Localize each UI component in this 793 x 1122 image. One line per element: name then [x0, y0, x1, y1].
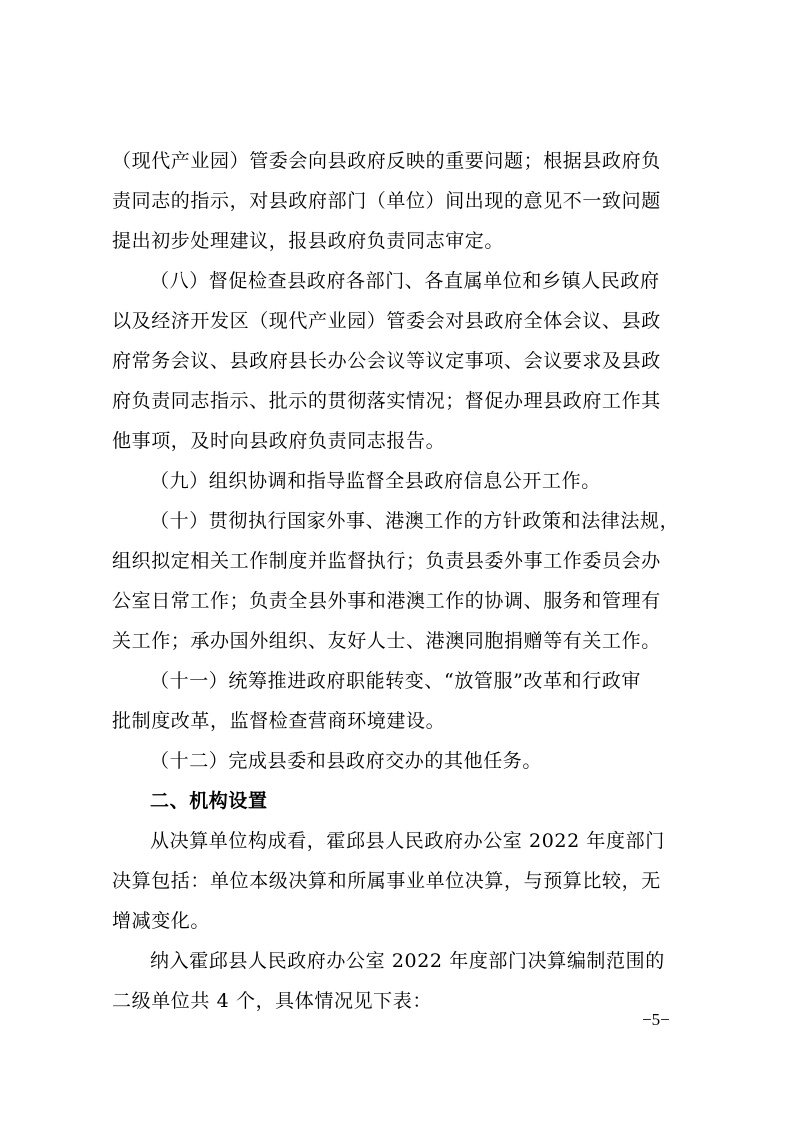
text-line-5: 以及经济开发区（现代产业园）管委会对县政府全体会议、县政: [112, 310, 661, 332]
page-number: −5−: [642, 1010, 670, 1029]
text-line-11: 组织拟定相关工作制度并监督执行；负责县委外事工作委员会办: [112, 550, 661, 572]
text-line-14: （十一）统筹推进政府职能转变、“放管服”改革和行政审: [150, 670, 642, 692]
text-line-4: （八）督促检查县政府各部门、各直属单位和乡镇人民政府: [150, 270, 660, 292]
text-line-15: 批制度改革，监督检查营商环境建设。: [112, 710, 446, 732]
text-line-8: 他事项，及时向县政府负责同志报告。: [112, 430, 446, 452]
text-line-2: 责同志的指示，对县政府部门（单位）间出现的意见不一致问题: [112, 190, 661, 212]
text-line-12: 公室日常工作；负责全县外事和港澳工作的协调、服务和管理有: [112, 590, 661, 612]
text-line-18: 从决算单位构成看，霍邱县人民政府办公室 2022 年度部门: [150, 830, 665, 852]
section-heading: 二、机构设置: [150, 790, 268, 812]
text-line-3: 提出初步处理建议，报县政府负责同志审定。: [112, 230, 505, 252]
text-line-22: 二级单位共 4 个，具体情况见下表：: [112, 990, 432, 1012]
text-line-20: 增减变化。: [112, 910, 211, 932]
text-line-7: 府负责同志指示、批示的贯彻落实情况；督促办理县政府工作其: [112, 390, 661, 412]
text-line-16: （十二）完成县委和县政府交办的其他任务。: [150, 750, 543, 772]
text-line-1: （现代产业园）管委会向县政府反映的重要问题；根据县政府负: [112, 150, 661, 172]
text-line-6: 府常务会议、县政府县长办公会议等议定事项、会议要求及县政: [112, 350, 661, 372]
text-line-21: 纳入霍邱县人民政府办公室 2022 年度部门决算编制范围的: [150, 950, 665, 972]
text-line-19: 决算包括：单位本级决算和所属事业单位决算，与预算比较，无: [112, 870, 661, 892]
text-line-10: （十）贯彻执行国家外事、港澳工作的方针政策和法律法规，: [150, 510, 680, 532]
text-line-13: 关工作；承办国外组织、友好人士、港澳同胞捐赠等有关工作。: [112, 630, 661, 652]
text-line-9: （九）组织协调和指导监督全县政府信息公开工作。: [150, 470, 601, 492]
